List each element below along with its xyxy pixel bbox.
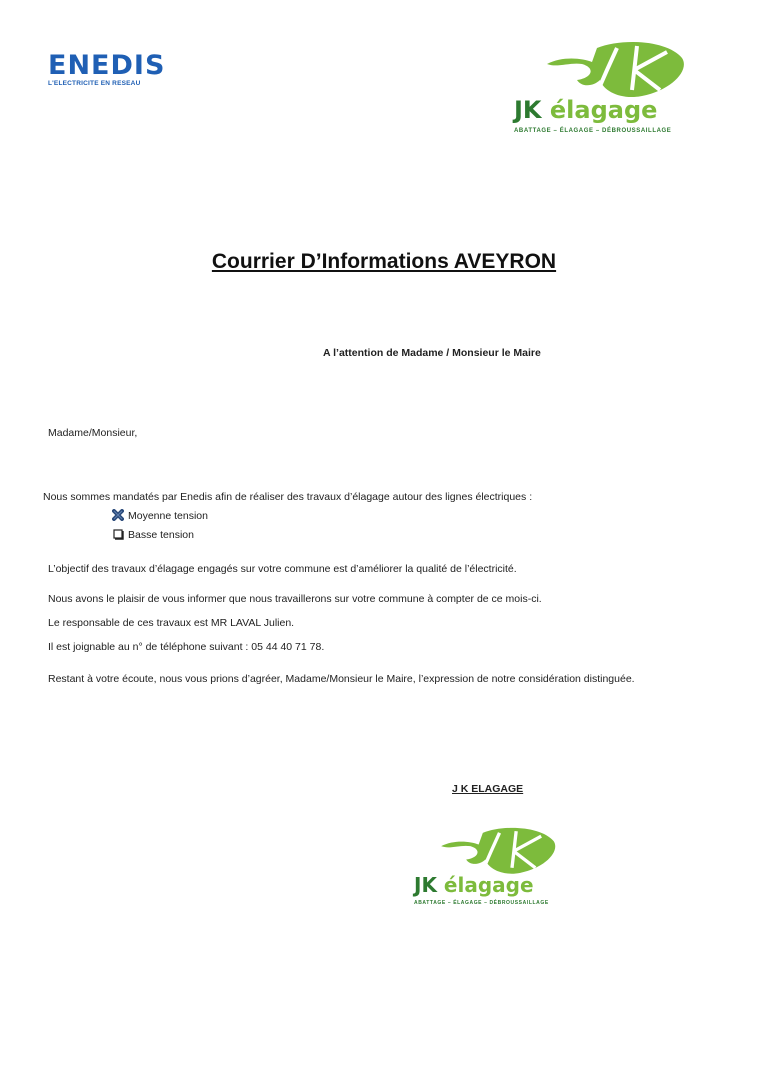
jk-tagline: ABATTAGE – ÉLAGAGE – DÉBROUSSAILLAGE [514, 128, 672, 134]
enedis-logo: ENEDIS [48, 50, 166, 81]
jk-letters: JK [414, 873, 437, 897]
paragraph-objective: L’objectif des travaux d’élagage engagés sur votre commune est d’améliorer la qualité de l’électricité. [48, 563, 517, 575]
signature: J K ELAGAGE [452, 783, 524, 795]
paragraph-responsible: Le responsable de ces travaux est MR LAVAL Julien. [48, 617, 295, 629]
page-title: Courrier D’Informations AVEYRON [211, 250, 557, 273]
salutation: Madame/Monsieur, [48, 427, 138, 439]
paragraph-phone: Il est joignable au n° de téléphone suivant : 05 44 40 71 78. [48, 641, 325, 653]
jk-elagage-logo-top [512, 40, 722, 140]
jk-letters: JK [514, 96, 542, 124]
option-moyenne-tension[interactable] [112, 509, 208, 523]
option-label: Moyenne tension [128, 510, 208, 522]
paragraph-schedule: Nous avons le plaisir de vous informer que nous travaillerons sur votre commune à compter de ce mois-ci. [48, 593, 542, 605]
leaf-icon [437, 826, 562, 878]
option-label: Basse tension [128, 529, 194, 541]
option-basse-tension[interactable] [112, 528, 194, 542]
jk-tagline: ABATTAGE – ÉLAGAGE – DÉBROUSSAILLAGE [414, 900, 549, 906]
jk-elagage-logo-bottom [412, 826, 587, 910]
elagage-word: élagage [549, 96, 658, 124]
paragraph-closing: Restant à votre écoute, nous vous prions d’agréer, Madame/Monsieur le Maire, l’expression de notre considération distinguée. [48, 673, 635, 685]
intro-text: Nous sommes mandatés par Enedis afin de réaliser des travaux d’élagage autour des lignes électriques : [43, 491, 533, 503]
attention-line: A l’attention de Madame / Monsieur le Maire [323, 347, 541, 359]
elagage-word: élagage [443, 873, 534, 897]
checked-x-icon [112, 509, 124, 521]
leaf-icon [542, 40, 692, 102]
enedis-tagline: L'ELECTRICITE EN RESEAU [48, 80, 141, 87]
empty-checkbox-icon [112, 528, 124, 540]
